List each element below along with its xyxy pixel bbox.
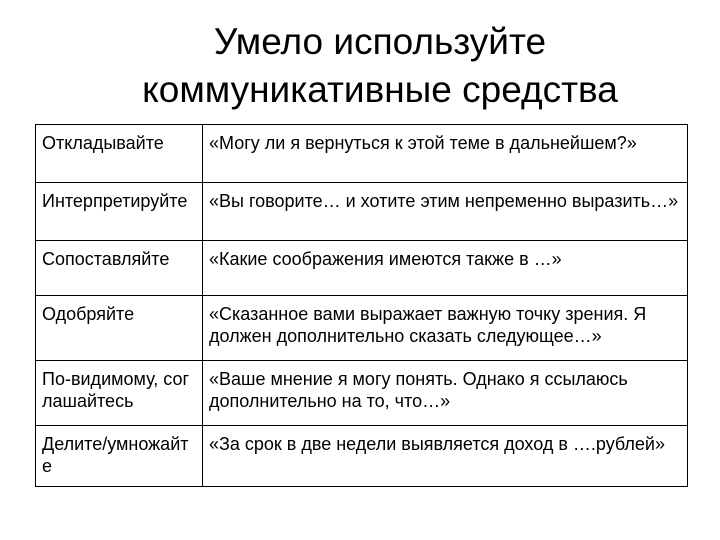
table-row xyxy=(36,125,688,183)
slide-title-line-1: Умело используйте xyxy=(213,21,547,62)
slide-title-line-2: коммуникативные средства xyxy=(142,69,618,110)
technique-cell: Сопоставляйте xyxy=(36,241,203,296)
technique-cell: Одобряйте xyxy=(36,296,203,361)
phrase-cell: «Сказанное вами выражает важную точку зрения. Я должен дополнительно сказать следующее…» xyxy=(203,296,688,361)
technique-cell: Интерпретируйте xyxy=(36,183,203,241)
table-row xyxy=(36,296,688,361)
phrase-cell: «За срок в две недели выявляется доход в ….рублей» xyxy=(203,426,688,487)
table-row xyxy=(36,241,688,296)
table-row xyxy=(36,183,688,241)
slide-title xyxy=(40,18,720,114)
table-row xyxy=(36,426,688,487)
phrase-cell: «Могу ли я вернуться к этой теме в дальнейшем?» xyxy=(203,125,688,183)
technique-cell: Откладывайте xyxy=(36,125,203,183)
table-row xyxy=(36,361,688,426)
phrase-cell: «Ваше мнение я могу понять. Однако я ссылаюсь дополнительно на то, что…» xyxy=(203,361,688,426)
communication-techniques-table xyxy=(35,124,688,487)
phrase-cell: «Вы говорите… и хотите этим непременно выразить…» xyxy=(203,183,688,241)
phrase-cell: «Какие соображения имеются также в …» xyxy=(203,241,688,296)
technique-cell: По-видимому, соглашайтесь xyxy=(36,361,203,426)
technique-cell: Делите/умножайте xyxy=(36,426,203,487)
